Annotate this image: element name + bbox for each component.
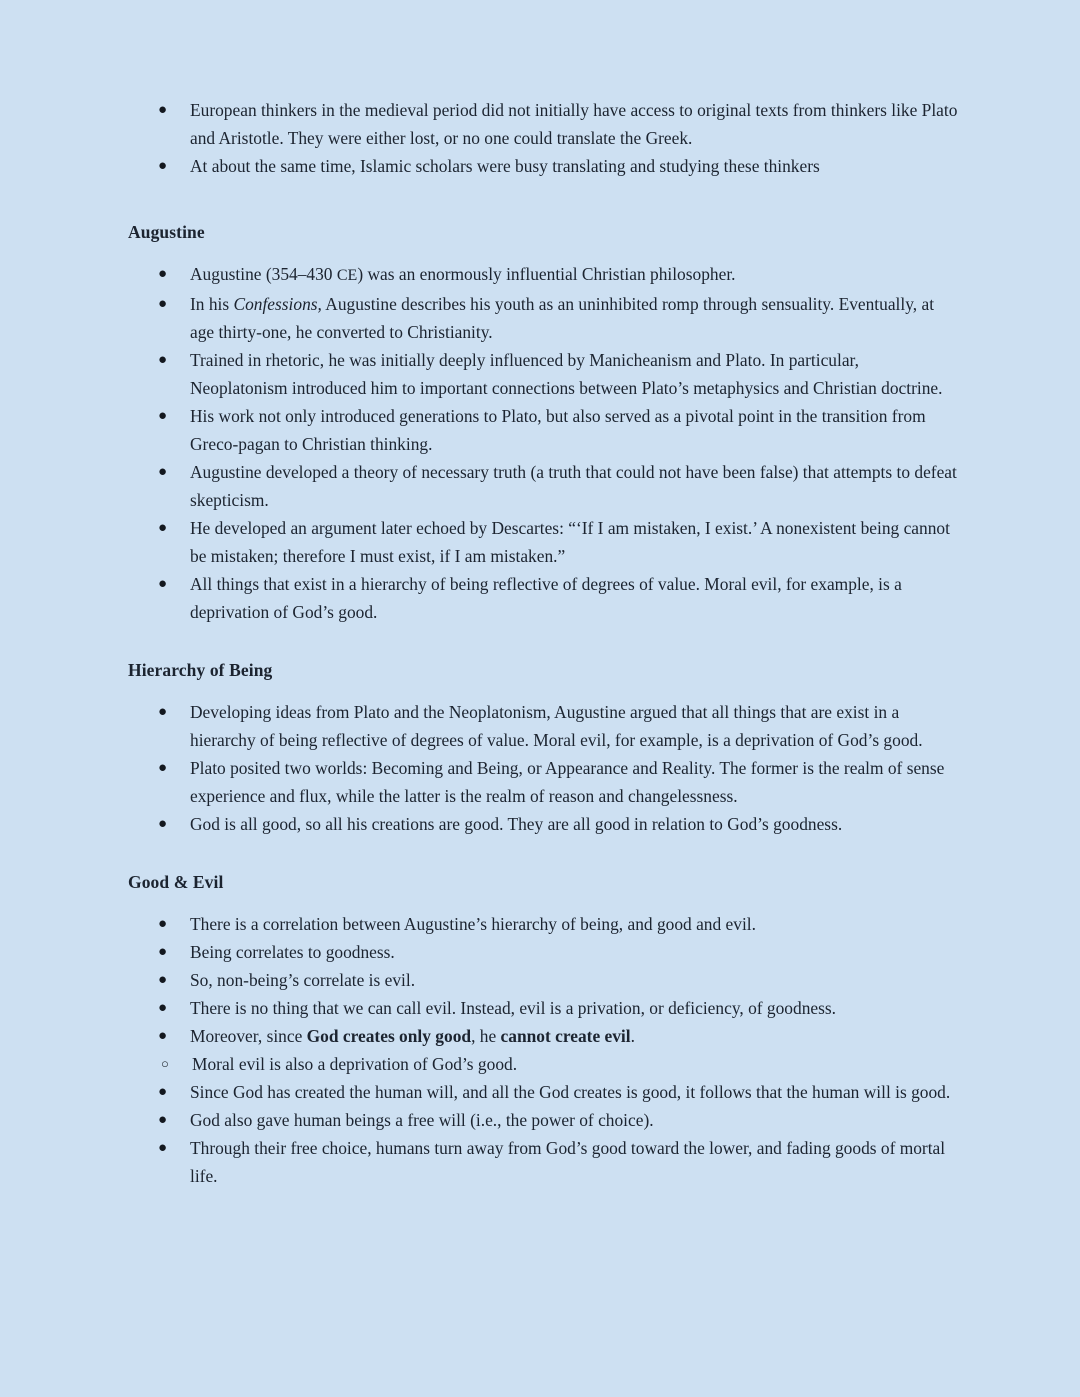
- list-item: [128, 754, 958, 810]
- list-item: [128, 402, 958, 458]
- bullet-icon: ●: [158, 520, 168, 536]
- text-run: Trained in rhetoric, he was initially deeply influenced by Manicheanism and Plato. In particular, Neoplatonism introduced him to important connections between Plato’s metaphysics and Christian doctrine.: [190, 350, 943, 398]
- text-run: Augustine describes his youth as an uninhibited romp through sensuality. Eventually, at age thirty-one, he converted to Christianity.: [190, 294, 935, 342]
- text-run: He developed an argument later echoed by Descartes: “‘If I am mistaken, I exist.’ A nonexistent being cannot be mistaken; therefore I must exist, if I am mistaken.”: [190, 518, 950, 566]
- text-run: CE: [336, 267, 358, 284]
- list-item: [128, 698, 958, 754]
- list-item: [128, 938, 958, 966]
- list-item: [128, 810, 958, 838]
- bullet-icon: ●: [158, 266, 168, 282]
- bullet-icon: ●: [158, 408, 168, 424]
- list-item: [128, 152, 958, 180]
- section-heading: Hierarchy of Being: [128, 660, 273, 680]
- list-item-text: [190, 1026, 635, 1046]
- bullet-icon: ●: [158, 296, 168, 312]
- list-item: [128, 290, 958, 346]
- intro-bullet-list: [128, 96, 958, 180]
- text-run: Developing ideas from Plato and the Neoplatonism, Augustine argued that all things that are exist in a hierarchy of being reflective of degrees of value. Moral evil, for example, is a deprivation of God’s good.: [190, 702, 923, 750]
- bullet-icon: ●: [158, 352, 168, 368]
- list-item-text: [190, 462, 957, 510]
- text-run: Plato posited two worlds: Becoming and Being, or Appearance and Reality. The former is the realm of sense experience and flux, while the latter is the realm of reason and changelessness.: [190, 758, 945, 806]
- bullet-icon: ●: [158, 576, 168, 592]
- text-run: ) was an enormously influential Christian philosopher.: [357, 264, 736, 284]
- text-run: .: [630, 1026, 635, 1046]
- text-run: Through their free choice, humans turn away from God’s good toward the lower, and fading goods of mortal life.: [190, 1138, 946, 1186]
- bullet-icon: ●: [158, 1084, 168, 1100]
- text-run: In his: [190, 294, 234, 314]
- list-item: [128, 346, 958, 402]
- list-item: [128, 966, 958, 994]
- bullet-icon: ●: [158, 1000, 168, 1016]
- sub-list-item: [128, 1050, 958, 1078]
- text-run: Augustine (354–430: [190, 264, 337, 284]
- section-bullet-list: [128, 260, 958, 626]
- sections-container: [128, 218, 958, 1190]
- list-item-text: [190, 1082, 950, 1102]
- bullet-icon: ●: [158, 916, 168, 932]
- document-section: [128, 868, 958, 1190]
- list-item: [128, 1078, 958, 1106]
- section-bullet-list: [128, 698, 958, 838]
- text-run: Confessions,: [233, 294, 322, 314]
- list-item-text: [190, 914, 756, 934]
- bullet-icon: ●: [158, 704, 168, 720]
- text-run: Since God has created the human will, and all the God creates is good, it follows that the human will is good.: [190, 1082, 951, 1102]
- bullet-icon: ●: [158, 464, 168, 480]
- sub-list-container: [128, 1050, 958, 1078]
- bullet-icon: ●: [158, 816, 168, 832]
- text-run: God creates only good: [306, 1026, 472, 1046]
- bullet-icon: ●: [158, 972, 168, 988]
- list-item-text: [190, 758, 944, 806]
- list-item-text: European thinkers in the medieval period did not initially have access to original texts from thinkers like Plato and Aristotle. They were either lost, or no one could translate the Greek.: [190, 100, 958, 148]
- list-item-text: [190, 998, 836, 1018]
- list-item: [128, 910, 958, 938]
- bullet-icon: ●: [158, 760, 168, 776]
- list-item: [128, 458, 958, 514]
- text-run: Augustine developed a theory of necessary truth (a truth that could not have been false) that attempts to defeat skepticism.: [190, 462, 957, 510]
- document-section: [128, 656, 958, 838]
- bullet-icon: ●: [158, 102, 168, 118]
- list-item: [128, 570, 958, 626]
- section-bullet-list: [128, 910, 958, 1190]
- text-run: All things that exist in a hierarchy of being reflective of degrees of value. Moral evil, for example, is a deprivation of God’s good.: [190, 574, 902, 622]
- text-run: His work not only introduced generations to Plato, but also served as a pivotal point in the transition from Greco-pagan to Christian thinking.: [190, 406, 926, 454]
- text-run: Being correlates to goodness.: [190, 942, 395, 962]
- bullet-icon: ●: [158, 944, 168, 960]
- bullet-icon: ●: [158, 1112, 168, 1128]
- list-item: [128, 1022, 958, 1050]
- text-run: So, non-being’s correlate is evil.: [190, 970, 416, 990]
- intro-section-gap: [128, 180, 958, 218]
- bullet-icon: ●: [158, 158, 168, 174]
- text-run: God also gave human beings a free will (i.e., the power of choice).: [190, 1110, 654, 1130]
- bullet-icon: ●: [158, 1028, 168, 1044]
- text-run: There is a correlation between Augustine’s hierarchy of being, and good and evil.: [190, 914, 756, 934]
- sub-list-item-text: [192, 1054, 517, 1074]
- list-item-text: [190, 518, 950, 566]
- list-item-text: [190, 574, 902, 622]
- list-item: [128, 1134, 958, 1190]
- bullet-icon: ●: [158, 1140, 168, 1156]
- section-heading: Augustine: [128, 222, 205, 242]
- list-item: [128, 514, 958, 570]
- text-run: Moral evil is also a deprivation of God’s good.: [192, 1054, 518, 1074]
- text-run: There is no thing that we can call evil. Instead, evil is a privation, or deficiency, of goodness.: [190, 998, 836, 1018]
- text-run: , he: [471, 1026, 501, 1046]
- list-item-text: [190, 1110, 654, 1130]
- list-item-text: [190, 970, 415, 990]
- list-item: [128, 96, 958, 152]
- document-body: [128, 96, 958, 1190]
- list-item-text: [190, 942, 395, 962]
- list-item-text: [190, 702, 923, 750]
- section-heading: Good & Evil: [128, 872, 224, 892]
- list-item-text: [190, 814, 842, 834]
- text-run: God is all good, so all his creations are good. They are all good in relation to God’s goodness.: [190, 814, 843, 834]
- text-run: cannot create evil: [500, 1026, 631, 1046]
- list-item: [128, 994, 958, 1022]
- text-run: Moreover, since: [190, 1026, 307, 1046]
- list-item-text: [190, 264, 736, 284]
- sub-bullet-list: [128, 1050, 958, 1078]
- document-section: [128, 218, 958, 626]
- sub-bullet-icon: ○: [161, 1056, 169, 1071]
- list-item: [128, 260, 958, 290]
- list-item-text: [190, 1138, 945, 1186]
- list-item: [128, 1106, 958, 1134]
- list-item-text: At about the same time, Islamic scholars were busy translating and studying these thinkers: [190, 156, 820, 176]
- list-item-text: [190, 350, 942, 398]
- list-item-text: [190, 406, 926, 454]
- list-item-text: [190, 294, 934, 342]
